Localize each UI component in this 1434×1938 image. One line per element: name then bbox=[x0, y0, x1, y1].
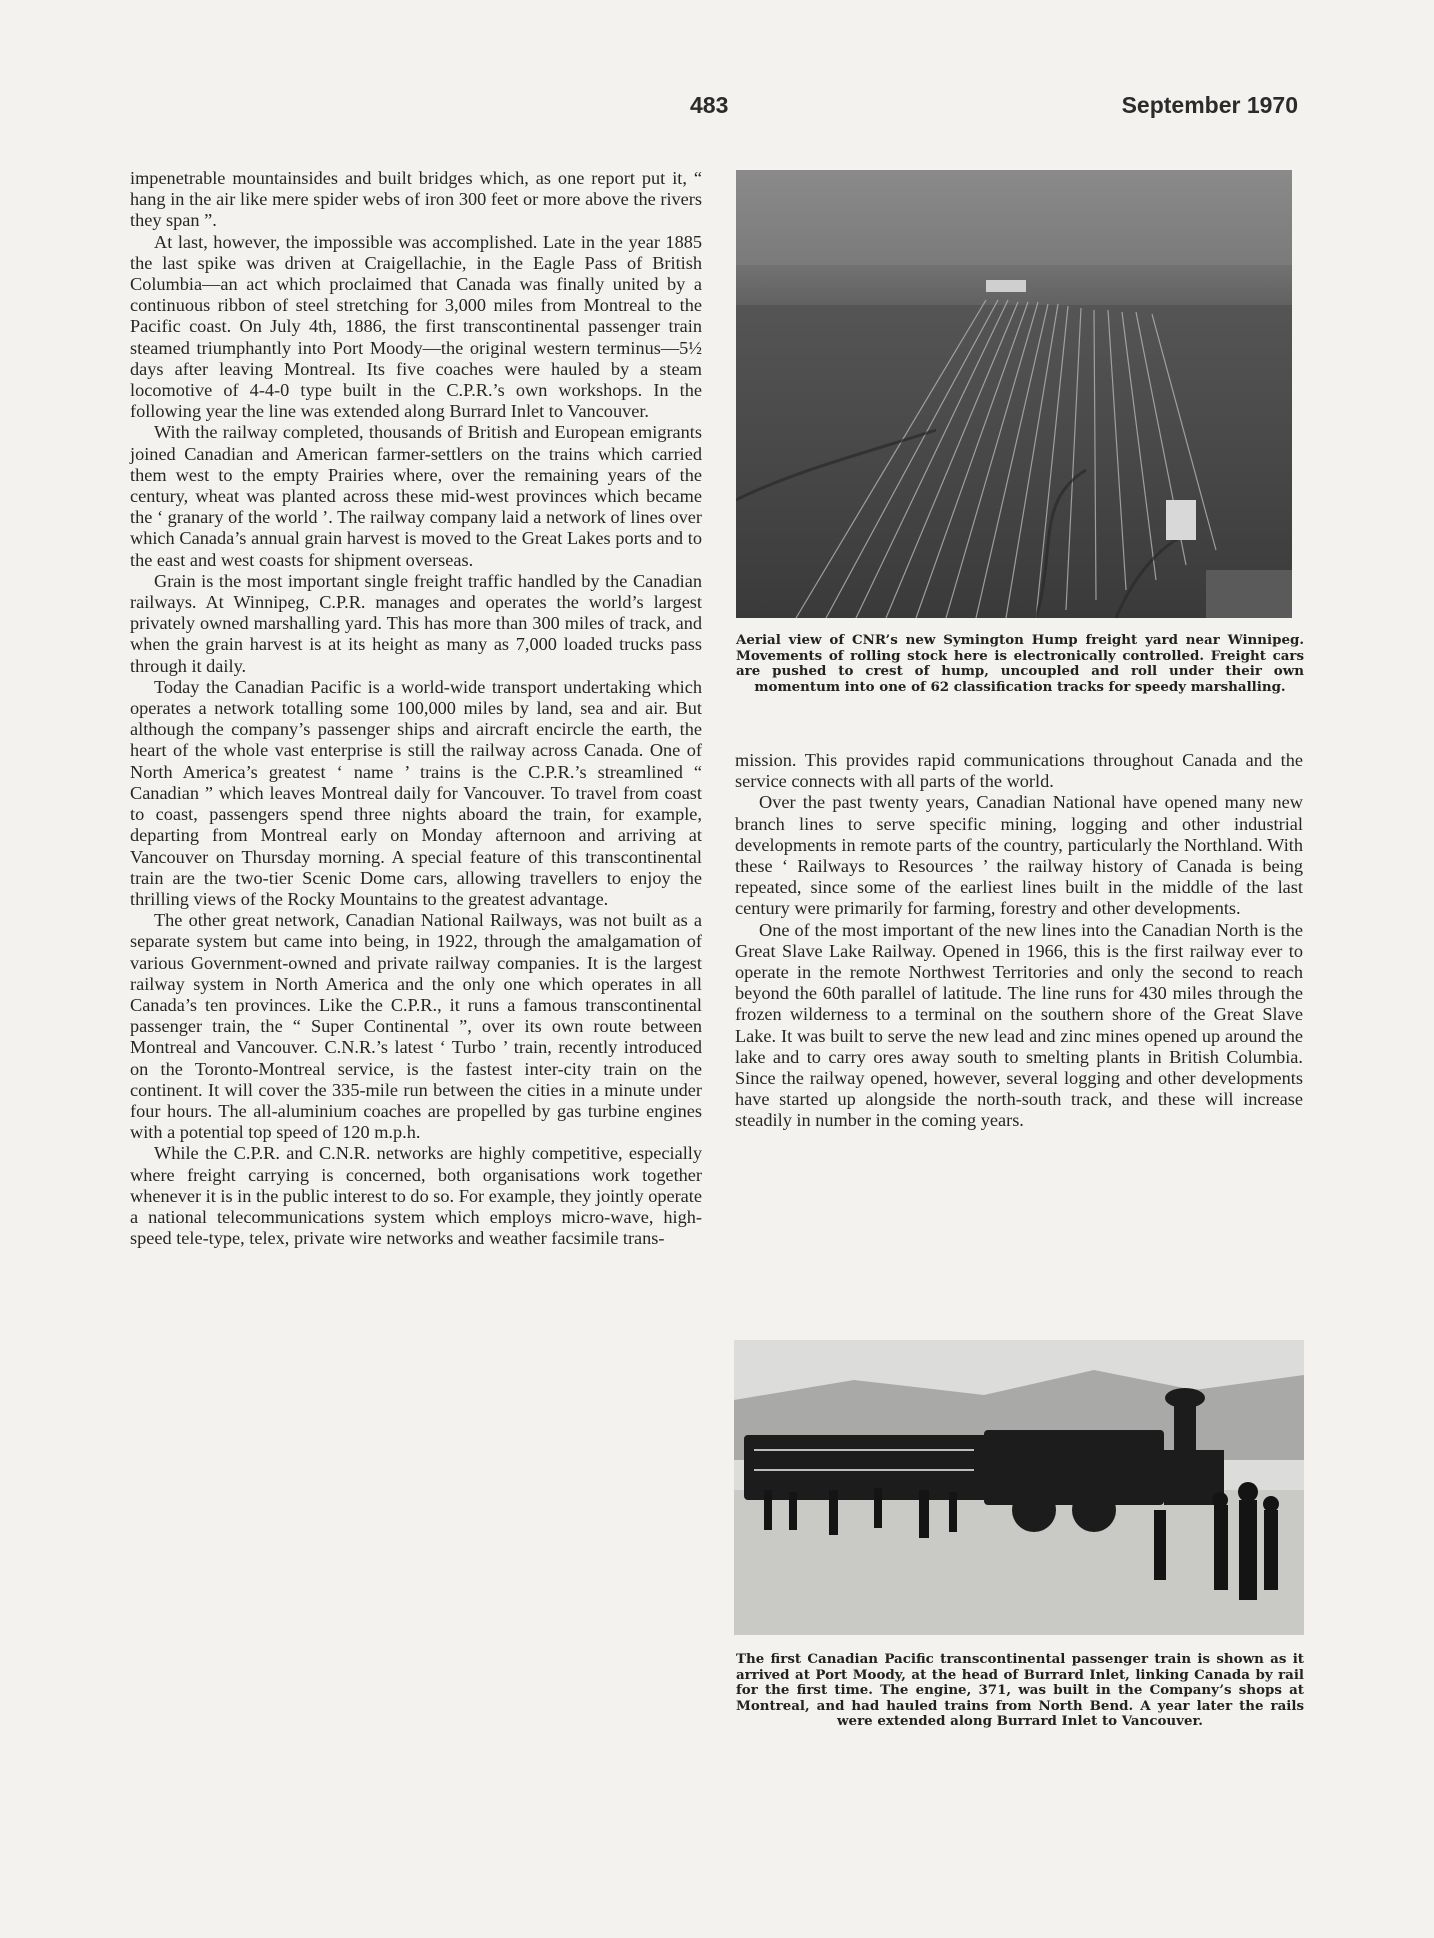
left-paragraph: Today the Canadian Pacific is a world-wide transport undertaking which operates a network totalling some 100,000 miles by land, sea and air. But although the company’s passenger ships and aircraft encircle the earth, the heart of the whole vast enterprise is still the railway across Canada. One of North America’s greatest ‘ name ’ trains is the C.P.R.’s streamlined “ Canadian ” which leaves Montreal daily for Vancouver. To travel from coast to coast, passengers spend three nights aboard the train, for example, departing from Montreal early on Monday afternoon and arriving at Vancouver on Thursday morning. A special feature of this transcontinental train are the two-tier Scenic Dome cars, allowing travellers to enjoy the thrilling views of the Rocky Mountains to the greatest advantage. bbox=[130, 676, 702, 909]
left-paragraph: While the C.P.R. and C.N.R. networks are highly competitive, especially where freight carrying is concerned, both organisations work together whenever it is in the public interest to do so. For example, they jointly operate a national telecommunications system which employs micro-wave, high-speed tele-type, telex, private wire networks and weather facsimile trans- bbox=[130, 1143, 702, 1249]
first-train-photo bbox=[734, 1340, 1304, 1635]
right-paragraph: mission. This provides rapid communications throughout Canada and the service connects with all parts of the world. bbox=[735, 750, 1303, 792]
left-paragraph: With the railway completed, thousands of British and European emigrants joined Canadian and American farmer-settlers on the trains which carried them west to the empty Prairies where, over the remaining years of the century, wheat was planted across these mid-west provinces which became the ‘ granary of the world ’. The railway company laid a network of lines over which Canada’s annual grain harvest is moved to the Great Lakes ports and to the east and west coasts for shipment overseas. bbox=[130, 422, 702, 570]
page-number: 483 bbox=[690, 92, 729, 118]
freight-yard-caption: Aerial view of CNR’s new Symington Hump freight yard near Winnipeg. Movements of rolling stock here is electronically controlled. Freight cars are pushed to crest of hump, uncoupled and roll under their own momentum into one of 62 classification tracks for speedy marshalling. bbox=[736, 632, 1304, 695]
left-paragraph: The other great network, Canadian National Railways, was not built as a separate system but came into being, in 1922, through the amalgamation of various Government-owned and private railway companies. It is the largest railway system in North America and the only one which operates in all Canada’s ten provinces. Like the C.P.R., it runs a famous transcontinental passenger train, the “ Super Continental ”, over its own route between Montreal and Vancouver. C.N.R.’s latest ‘ Turbo ’ train, recently introduced on the Toronto-Montreal service, is the fastest inter-city train on the continent. It will cover the 335-mile run between the cities in a minute under four hours. The all-aluminium coaches are propelled by gas turbine engines with a potential top speed of 120 m.p.h. bbox=[130, 910, 702, 1143]
page-date: September 1970 bbox=[1121, 92, 1298, 118]
right-paragraph: Over the past twenty years, Canadian National have opened many new branch lines to serve specific mining, logging and other industrial developments in remote parts of the country, particularly the Northland. With these ‘ Railways to Resources ’ the railway history of Canada is being repeated, since some of the earliest lines built in the middle of the last century were primarily for farming, forestry and other developments. bbox=[735, 792, 1303, 919]
left-paragraph: Grain is the most important single freight traffic handled by the Canadian railways. At Winnipeg, C.P.R. manages and operates the world’s largest privately owned marshalling yard. This has more than 300 miles of track, and when the grain harvest is at its height as many as 7,000 loaded trucks pass through it daily. bbox=[130, 570, 702, 676]
freight-yard-photo bbox=[736, 170, 1292, 618]
first-train-caption: The first Canadian Pacific transcontinental passenger train is shown as it arrived at Port Moody, at the head of Burrard Inlet, linking Canada by rail for the first time. The engine, 371, was built in the Company’s shops at Montreal, and had hauled trains from North Bend. A year later the rails were extended along Burrard Inlet to Vancouver. bbox=[736, 1651, 1304, 1730]
left-paragraph: impenetrable mountainsides and built bridges which, as one report put it, “ hang in the air like mere spider webs of iron 300 feet or more above the rivers they span ”. bbox=[130, 168, 702, 231]
right-paragraph: One of the most important of the new lines into the Canadian North is the Great Slave Lake Railway. Opened in 1966, this is the first railway ever to operate in the remote Northwest Territories and only the second to reach beyond the 60th parallel of latitude. The line runs for 430 miles through the frozen wilderness to a terminal on the southern shore of the Great Slave Lake. It was built to serve the new lead and zinc mines opened up around the lake and to carry ores away south to smelting plants in British Columbia. Since the railway opened, however, several logging and other developments have started up alongside the north-south track, and these will increase steadily in number in the coming years. bbox=[735, 919, 1303, 1131]
left-column bbox=[130, 168, 702, 1249]
right-column bbox=[735, 750, 1303, 1132]
left-paragraph: At last, however, the impossible was accomplished. Late in the year 1885 the last spike was driven at Craigellachie, in the Eagle Pass of British Columbia—an act which proclaimed that Canada was finally united by a continuous ribbon of steel stretching for 3,000 miles from Montreal to the Pacific coast. On July 4th, 1886, the first transcontinental passenger train steamed triumphantly into Port Moody—the original western terminus—5½ days after leaving Montreal. Its five coaches were hauled by a steam locomotive of 4-4-0 type built in the C.P.R.’s own workshops. In the following year the line was extended along Burrard Inlet to Vancouver. bbox=[130, 231, 702, 422]
